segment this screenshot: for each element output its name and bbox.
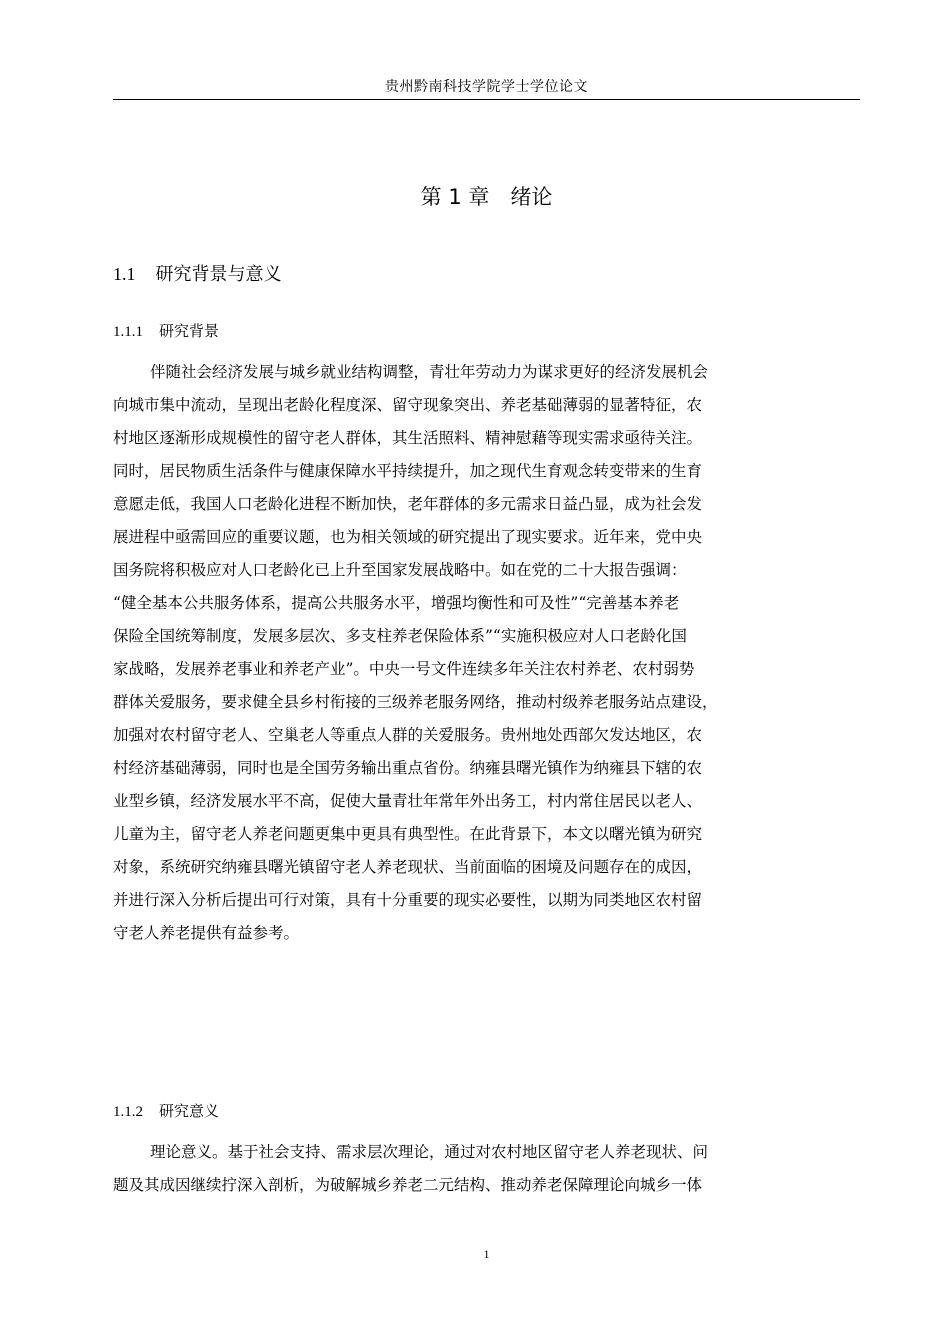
paragraph-line: 伴随社会经济发展与城乡就业结构调整，青壮年劳动力为谋求更好的经济发展机会 (150, 363, 709, 381)
paragraph-line: 家战略，发展养老事业和养老产业”。中央一号文件连续多年关注农村养老、农村弱势 (113, 660, 695, 678)
section-title: 研究背景与意义 (155, 264, 282, 285)
paragraph-line: 守老人养老提供有益参考。 (113, 924, 300, 942)
paragraph-line: 加强对农村留守老人、空巢老人等重点人群的关爱服务。贵州地处西部欠发达地区，农 (113, 726, 703, 744)
paragraph-line: 群体关爱服务，要求健全县乡村衔接的三级养老服务网络，推动村级养老服务站点建设， (113, 693, 718, 711)
paragraph-line: 意愿走低，我国人口老龄化进程不断加快，老年群体的多元需求日益凸显，成为社会发 (113, 495, 703, 513)
paragraph-line: 展进程中亟需回应的重要议题，也为相关领域的研究提出了现实要求。近年来，党中央 (113, 528, 703, 546)
paragraph-line: 同时，居民物质生活条件与健康保障水平持续提升，加之现代生育观念转变带来的生育 (113, 462, 703, 480)
paragraph-line: 题及其成因继续拧深入剖析，为破解城乡养老二元结构、推动养老保障理论向城乡一体 (113, 1176, 703, 1194)
paragraph-line: 村经济基础薄弱，同时也是全国劳务输出重点省份。纳雍县曙光镇作为纳雍县下辖的农 (113, 759, 703, 777)
background-paragraph (113, 356, 860, 950)
significance-paragraph (113, 1136, 860, 1202)
paragraph-line: 并进行深入分析后提出可行对策，具有十分重要的现实必要性，以期为同类地区农村留 (113, 891, 703, 909)
subsection-heading-1-1-1 (113, 320, 219, 343)
subsection-title: 研究背景 (159, 322, 220, 340)
paragraph-line: 理论意义。基于社会支持、需求层次理论，通过对农村地区留守老人养老现状、问 (150, 1143, 709, 1161)
paragraph-line: 业型乡镇，经济发展水平不高，促使大量青壮年常年外出务工，村内常住居民以老人、 (113, 792, 703, 810)
header-divider (113, 99, 860, 100)
paragraph-line: 对象，系统研究纳雍县曙光镇留守老人养老现状、当前面临的困境及问题存在的成因， (113, 858, 703, 876)
paragraph-line: 村地区逐渐形成规模性的留守老人群体，其生活照料、精神慰藉等现实需求亟待关注。 (113, 429, 703, 447)
subsection-title: 研究意义 (159, 1102, 220, 1120)
page-number: 1 (483, 1247, 490, 1261)
paragraph-line: 保险全国统筹制度，发展多层次、多支柱养老保险体系”“实施积极应对人口老龄化国 (113, 627, 687, 645)
running-header: 贵州黔南科技学院学士学位论文 (385, 79, 588, 95)
section-heading-1-1 (113, 260, 282, 289)
subsection-number: 1.1.1 (113, 324, 143, 340)
subsection-heading-1-1-2 (113, 1100, 219, 1123)
chapter-title: 第 1 章 绪论 (420, 185, 553, 209)
paragraph-line: 向城市集中流动，呈现出老龄化程度深、留守现象突出、养老基础薄弱的显著特征，农 (113, 396, 703, 414)
section-number: 1.1 (113, 264, 136, 284)
paragraph-line: “健全基本公共服务体系，提高公共服务水平，增强均衡性和可及性”“完善基本养老 (113, 594, 680, 612)
subsection-number: 1.1.2 (113, 1104, 143, 1120)
paragraph-line: 儿童为主，留守老人养老问题更集中更具有典型性。在此背景下，本文以曙光镇为研究 (113, 825, 703, 843)
paragraph-line: 国务院将积极应对人口老龄化已上升至国家发展战略中。如在党的二十大报告强调： (113, 561, 687, 579)
